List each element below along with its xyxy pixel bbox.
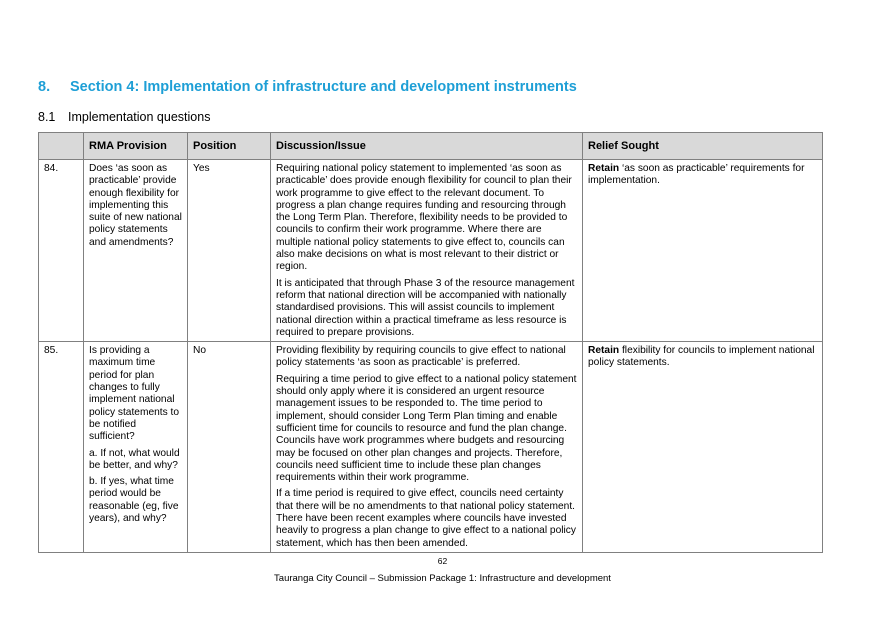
header-discussion-issue: Discussion/Issue: [271, 133, 583, 160]
table-row: [39, 160, 823, 342]
relief-keyword: Retain: [588, 163, 620, 174]
discussion-cell: [271, 342, 583, 553]
row-number: 84.: [39, 160, 84, 342]
header-relief-sought: Relief Sought: [583, 133, 823, 160]
section-title: Section 4: Implementation of infrastructure and development instruments: [70, 79, 577, 95]
subsection-title: Implementation questions: [68, 110, 211, 124]
position-cell: Yes: [188, 160, 271, 342]
section-number: 8.: [38, 79, 51, 95]
provision-text: Does ‘as soon as practicable’ provide enough flexibility for implementing this suite of new national policy statements and amendments?: [89, 163, 182, 248]
section-heading: [38, 79, 577, 95]
relief-text: flexibility for councils to implement national policy statements.: [588, 345, 815, 369]
relief-sought-cell: [583, 342, 823, 553]
discussion-paragraph: Requiring national policy statement to implemented ‘as soon as practicable’ does provide enough flexibility for council to plan their work programme to give effect to the relevant document. To progress a plan change requires funding and resourcing through the Long Term Plan. Therefore, flexibility needs to be provided to councils to confirm their work programme. Where there are multiple national policy statements to give effect to, councils can also make decisions on what is most relevant to their district or region.: [276, 163, 572, 273]
header-number: [39, 133, 84, 160]
discussion-paragraph: If a time period is required to give effect, councils need certainty that there will be no amendments to that national policy statement. There have been recent examples where councils have invested heavily to progress a plan change to give effect to a national policy statement, which has then been amended.: [276, 488, 576, 549]
header-position: Position: [188, 133, 271, 160]
discussion-paragraph: Requiring a time period to give effect to a national policy statement should only apply where it is considered an urgent resource management issues to be responded to. The time period to implement, should consider Long Term Plan timing and enable sufficient time for councils to resource and fund the plan change. Councils have work programmes where budgets and resourcing may be focused on other plan changes and projects. Therefore, councils need sufficient time to include these plan changes requirements within their work programme.: [276, 373, 577, 484]
rma-provision-cell: [84, 342, 188, 553]
relief-sought-cell: [583, 160, 823, 342]
discussion-cell: [271, 160, 583, 342]
provision-text: Is providing a maximum time period for plan changes to fully implement national policy statements to be notified sufficient?: [89, 345, 180, 443]
rma-provision-cell: [84, 160, 188, 342]
page-number: 62: [437, 556, 448, 566]
table-row: [39, 342, 823, 553]
position-cell: No: [188, 342, 271, 553]
relief-text: ‘as soon as practicable’ requirements for implementation.: [588, 163, 805, 187]
discussion-paragraph: It is anticipated that through Phase 3 of the resource management reform that national direction will be accompanied with nationally standardised provisions. This will assist councils to implement national direction within a practical timeframe as less resource is required to prepare provisions.: [276, 277, 575, 338]
footer-text: Tauranga City Council – Submission Package 1: Infrastructure and development: [274, 573, 611, 584]
discussion-paragraph: Providing flexibility by requiring councils to give effect to national policy statements ‘as soon as practicable’ is preferred.: [276, 345, 566, 369]
subsection-heading: [38, 110, 210, 124]
subsection-number: 8.1: [38, 110, 56, 124]
table-header-row: [39, 133, 823, 160]
row-number: 85.: [39, 342, 84, 553]
provision-text: a. If not, what would be better, and why?: [89, 447, 180, 471]
implementation-questions-table: [38, 132, 823, 553]
provision-text: b. If yes, what time period would be reasonable (eg, five years), and why?: [89, 476, 179, 525]
header-rma-provision: RMA Provision: [84, 133, 188, 160]
relief-keyword: Retain: [588, 345, 620, 357]
